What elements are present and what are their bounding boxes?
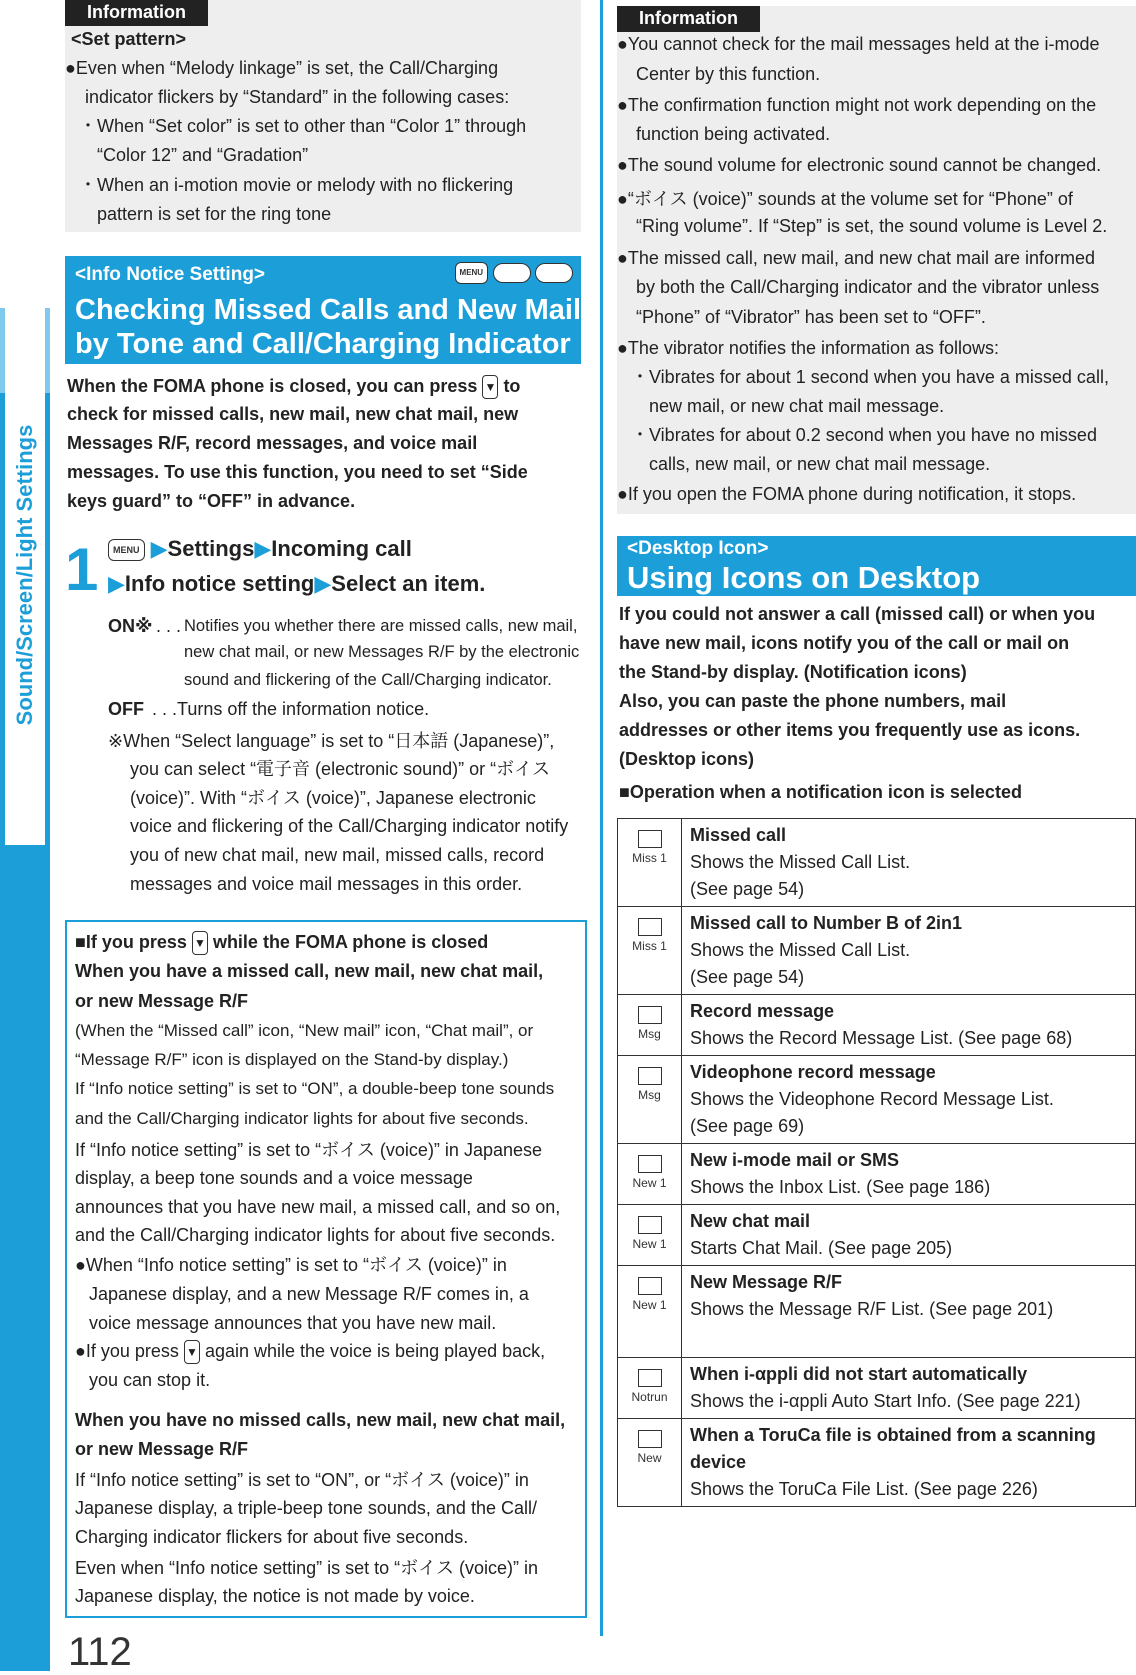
note-line: you can select “電子音 (electronic sound)” or “ボイス xyxy=(130,759,550,779)
note-line: messages and voice mail messages in this order. xyxy=(130,874,523,894)
page-number: 112 xyxy=(68,1630,132,1674)
info-line: ●You cannot check for the mail messages held at the i-mode xyxy=(617,34,1100,54)
info-line: ・When an i-motion movie or melody with no flickering xyxy=(79,175,514,195)
intro-line xyxy=(67,372,520,401)
desktop-intro: Also, you can paste the phone numbers, mail xyxy=(619,691,1007,711)
box-line: Japanese display, and a new Message R/F comes in, a xyxy=(89,1284,529,1304)
row-title: Missed call to Number B of 2in1 xyxy=(690,913,963,933)
box-title-text: while the FOMA phone is closed xyxy=(212,932,489,952)
operation-title: ■Operation when a notification icon is selected xyxy=(619,782,1022,802)
down-key-icon: ▼ xyxy=(192,931,208,955)
row-desc: (See page 54) xyxy=(690,967,805,987)
icon-caption: Notrun xyxy=(631,1390,668,1404)
key-5-icon: 5 xyxy=(535,263,573,283)
icon-caption: New 1 xyxy=(632,1176,667,1190)
intro-line: Messages R/F, record messages, and voice mail xyxy=(67,433,478,453)
video-icon xyxy=(638,1067,662,1085)
row-content xyxy=(682,819,1136,907)
key-6-icon: 6 xyxy=(493,263,531,283)
row-title: When i-αppli did not start automatically xyxy=(690,1364,1028,1384)
row-desc: Shows the i-αppli Auto Start Info. (See page 221) xyxy=(690,1391,1081,1411)
row-title: When a ToruCa file is obtained from a scanning xyxy=(690,1425,1096,1445)
option-off-desc: . . .Turns off the information notice. xyxy=(152,699,430,719)
row-content xyxy=(682,995,1136,1056)
row-desc: (See page 54) xyxy=(690,879,805,899)
info-line: ●The confirmation function might not work depending on the xyxy=(617,95,1097,115)
record-message-icon xyxy=(618,995,682,1056)
down-key-icon: ▼ xyxy=(184,1340,200,1364)
heading-subtitle: <Info Notice Setting> xyxy=(75,264,266,285)
column-divider xyxy=(600,0,603,1636)
box-line: If “Info notice setting” is set to “ON”, or “ボイス (voice)” in xyxy=(75,1470,529,1490)
menu-shortcut xyxy=(455,262,573,284)
arrow-icon: ▶ xyxy=(314,571,332,596)
step-text: Incoming call xyxy=(271,536,412,561)
intro-line: keys guard” to “OFF” in advance. xyxy=(67,491,356,511)
step-text: Settings xyxy=(167,536,255,561)
new-mail-icon xyxy=(618,1144,682,1205)
table-row xyxy=(618,907,1136,995)
row-title: Missed call xyxy=(690,825,787,845)
box-text: again while the voice is being played back, xyxy=(204,1341,546,1361)
box-line: display, a beep tone sounds and a voice message xyxy=(75,1168,473,1188)
table-row xyxy=(618,1266,1136,1358)
heading-title-line1: Checking Missed Calls and New Mail xyxy=(75,294,582,326)
table-row xyxy=(618,1144,1136,1205)
box-line: and the Call/Charging indicator lights for about five seconds. xyxy=(75,1109,529,1128)
info-line: ●“ボイス (voice)” sounds at the volume set for “Phone” of xyxy=(617,189,1073,209)
box-text: ●If you press xyxy=(75,1341,179,1361)
row-title: New chat mail xyxy=(690,1211,811,1231)
box-line: ●When “Info notice setting” is set to “ボイス (voice)” in xyxy=(75,1255,507,1275)
information-tag: Information xyxy=(65,0,208,26)
info-line: “Phone” of “Vibrator” has been set to “OFF”. xyxy=(636,307,986,327)
info-line: “Color 12” and “Gradation” xyxy=(97,145,309,165)
information-box-right xyxy=(617,6,1136,514)
envelope-icon xyxy=(638,1155,662,1173)
intro-text: When the FOMA phone is closed, you can press xyxy=(67,376,478,396)
desktop-intro: addresses or other items you frequently use as icons. xyxy=(619,720,1081,740)
info-line: by both the Call/Charging indicator and the vibrator unless xyxy=(636,277,1100,297)
row-desc: Shows the Videophone Record Message List. xyxy=(690,1089,1054,1109)
information-box-left xyxy=(65,0,581,232)
menu-key-icon: MENU xyxy=(455,262,489,284)
row-desc: Starts Chat Mail. (See page 205) xyxy=(690,1238,953,1258)
info-line: ●If you open the FOMA phone during notification, it stops. xyxy=(617,484,1077,504)
info-line: Center by this function. xyxy=(636,64,821,84)
tape-icon xyxy=(638,1006,662,1024)
icon-caption: New xyxy=(637,1451,662,1465)
box-title-text: ■If you press xyxy=(75,932,187,952)
option-on-desc: sound and flickering of the Call/Charging indicator. xyxy=(184,671,552,689)
row-desc: Shows the Record Message List. (See page 68) xyxy=(690,1028,1073,1048)
row-title: device xyxy=(690,1452,747,1472)
table-row xyxy=(618,1205,1136,1266)
row-content xyxy=(682,1266,1136,1358)
step-line-2 xyxy=(108,569,485,598)
desktop-icon-heading xyxy=(617,536,1136,596)
row-content xyxy=(682,907,1136,995)
missed-call-2in1-icon xyxy=(618,907,682,995)
row-desc: Shows the Inbox List. (See page 186) xyxy=(690,1177,991,1197)
arrow-icon: ▶ xyxy=(150,536,168,561)
phone-icon xyxy=(638,830,662,848)
row-title: New i-mode mail or SMS xyxy=(690,1150,900,1170)
new-chat-mail-icon xyxy=(618,1205,682,1266)
new-message-rf-icon xyxy=(618,1266,682,1358)
box-line xyxy=(75,1337,545,1366)
section-heading xyxy=(65,256,581,364)
option-on-desc: Notifies you whether there are missed calls, new mail, xyxy=(184,617,578,635)
step-line-1 xyxy=(108,534,412,563)
box-line: or new Message R/F xyxy=(75,991,249,1011)
note-line: you of new chat mail, new mail, missed calls, record xyxy=(130,845,545,865)
option-off-label: OFF xyxy=(108,699,144,719)
row-title: Record message xyxy=(690,1001,835,1021)
message-r-icon xyxy=(638,1277,662,1295)
box-line: “Message R/F” icon is displayed on the Stand-by display.) xyxy=(75,1050,509,1069)
iappli-notrun-icon xyxy=(618,1358,682,1419)
box-line: Charging indicator flickers for about five seconds. xyxy=(75,1527,469,1547)
info-line: ●The vibrator notifies the information as follows: xyxy=(617,338,1000,358)
box-line: When you have a missed call, new mail, new chat mail, xyxy=(75,961,544,981)
menu-key-icon: MENU xyxy=(108,539,145,561)
row-desc: Shows the Message R/F List. (See page 201) xyxy=(690,1299,1054,1319)
box-line: (When the “Missed call” icon, “New mail” icon, “Chat mail”, or xyxy=(75,1021,534,1040)
heading-title: Using Icons on Desktop xyxy=(627,560,981,595)
step-text: Info notice setting xyxy=(124,571,315,596)
row-content xyxy=(682,1144,1136,1205)
row-title: Videophone record message xyxy=(690,1062,936,1082)
table-row xyxy=(618,1056,1136,1144)
row-content xyxy=(682,1056,1136,1144)
step-number: 1 xyxy=(65,536,99,603)
table-row xyxy=(618,1358,1136,1419)
note-line: ※When “Select language” is set to “日本語 (Japanese)”, xyxy=(108,731,555,751)
intro-line: check for missed calls, new mail, new chat mail, new xyxy=(67,404,519,424)
heading-title-line2: by Tone and Call/Charging Indicator xyxy=(75,328,571,360)
intro-text: to xyxy=(503,376,521,396)
row-desc: Shows the Missed Call List. xyxy=(690,852,911,872)
step-text: Select an item. xyxy=(331,571,486,596)
info-line: ・Vibrates for about 0.2 second when you have no missed xyxy=(631,425,1097,445)
info-line: ・When “Set color” is set to other than “Color 1” through xyxy=(79,116,527,136)
toruca-icon xyxy=(618,1419,682,1507)
box-line: announces that you have new mail, a missed call, and so on, xyxy=(75,1197,561,1217)
row-title: New Message R/F xyxy=(690,1272,843,1292)
videophone-message-icon xyxy=(618,1056,682,1144)
icon-caption: Msg xyxy=(638,1088,661,1102)
info-line: function being activated. xyxy=(636,124,831,144)
icon-caption: Miss 1 xyxy=(632,851,667,865)
row-desc: Shows the Missed Call List. xyxy=(690,940,911,960)
appli-icon xyxy=(638,1369,662,1387)
option-on-label: ON※ xyxy=(108,616,153,636)
box-line: Even when “Info notice setting” is set to “ボイス (voice)” in xyxy=(75,1558,538,1578)
toruca-card-icon xyxy=(638,1430,662,1448)
option-on-dots: . . . xyxy=(156,616,182,636)
info-line: ・Vibrates for about 1 second when you have a missed call, xyxy=(631,367,1109,387)
info-line: ●The sound volume for electronic sound cannot be changed. xyxy=(617,155,1102,175)
intro-line: messages. To use this function, you need to set “Side xyxy=(67,462,528,482)
info-line: indicator flickers by “Standard” in the following cases: xyxy=(85,87,510,107)
row-content xyxy=(682,1358,1136,1419)
icon-caption: Msg xyxy=(638,1027,661,1041)
down-key-icon: ▼ xyxy=(482,375,498,399)
info-line: ●Even when “Melody linkage” is set, the Call/Charging xyxy=(65,58,499,78)
info-line: “Ring volume”. If “Step” is set, the sound volume is Level 2. xyxy=(636,216,1108,236)
box-line: If “Info notice setting” is set to “ON”, a double-beep tone sounds xyxy=(75,1079,555,1098)
notification-icon-table xyxy=(617,818,1136,1507)
row-desc: (See page 69) xyxy=(690,1116,805,1136)
box-line: When you have no missed calls, new mail, new chat mail, xyxy=(75,1410,566,1430)
table-row xyxy=(618,819,1136,907)
info-line: calls, new mail, or new chat mail message. xyxy=(649,454,991,474)
info-line: pattern is set for the ring tone xyxy=(97,204,332,224)
icon-caption: Miss 1 xyxy=(632,939,667,953)
missed-call-icon xyxy=(618,819,682,907)
box-line: and the Call/Charging indicator lights for about five seconds. xyxy=(75,1225,556,1245)
info-line: new mail, or new chat mail message. xyxy=(649,396,945,416)
box-line: you can stop it. xyxy=(89,1370,211,1390)
row-desc: Shows the ToruCa File List. (See page 226) xyxy=(690,1479,1038,1499)
desktop-intro: the Stand-by display. (Notification icons) xyxy=(619,662,967,682)
box-line: If “Info notice setting” is set to “ボイス (voice)” in Japanese xyxy=(75,1140,543,1160)
desktop-intro: (Desktop icons) xyxy=(619,749,755,769)
note-line: (voice)”. With “ボイス (voice)”, Japanese electronic xyxy=(130,788,536,808)
icon-caption: New 1 xyxy=(632,1237,667,1251)
box-line: or new Message R/F xyxy=(75,1439,249,1459)
box-line: Japanese display, the notice is not made by voice. xyxy=(75,1586,475,1606)
option-on-desc: new chat mail, or new Messages R/F by the electronic xyxy=(184,643,580,661)
info-line: <Set pattern> xyxy=(71,29,187,49)
note-line: voice and flickering of the Call/Charging indicator notify xyxy=(130,816,569,836)
desktop-intro: have new mail, icons notify you of the call or mail on xyxy=(619,633,1070,653)
chat-envelope-icon xyxy=(638,1216,662,1234)
heading-subtitle: <Desktop Icon> xyxy=(627,538,769,559)
section-label: Sound/Screen/Light Settings xyxy=(5,305,45,845)
row-content xyxy=(682,1419,1136,1507)
box-title xyxy=(75,928,488,957)
box-line: voice message announces that you have new mail. xyxy=(89,1313,497,1333)
box-line: Japanese display, a triple-beep tone sounds, and the Call/ xyxy=(75,1498,537,1518)
icon-caption: New 1 xyxy=(632,1298,667,1312)
table-row xyxy=(618,1419,1136,1507)
table-row xyxy=(618,995,1136,1056)
desktop-intro: If you could not answer a call (missed call) or when you xyxy=(619,604,1096,624)
information-tag: Information xyxy=(617,6,760,32)
info-line: ●The missed call, new mail, and new chat mail are informed xyxy=(617,248,1096,268)
arrow-icon: ▶ xyxy=(108,571,125,596)
arrow-icon: ▶ xyxy=(254,536,272,561)
phone-icon xyxy=(638,918,662,936)
row-content xyxy=(682,1205,1136,1266)
